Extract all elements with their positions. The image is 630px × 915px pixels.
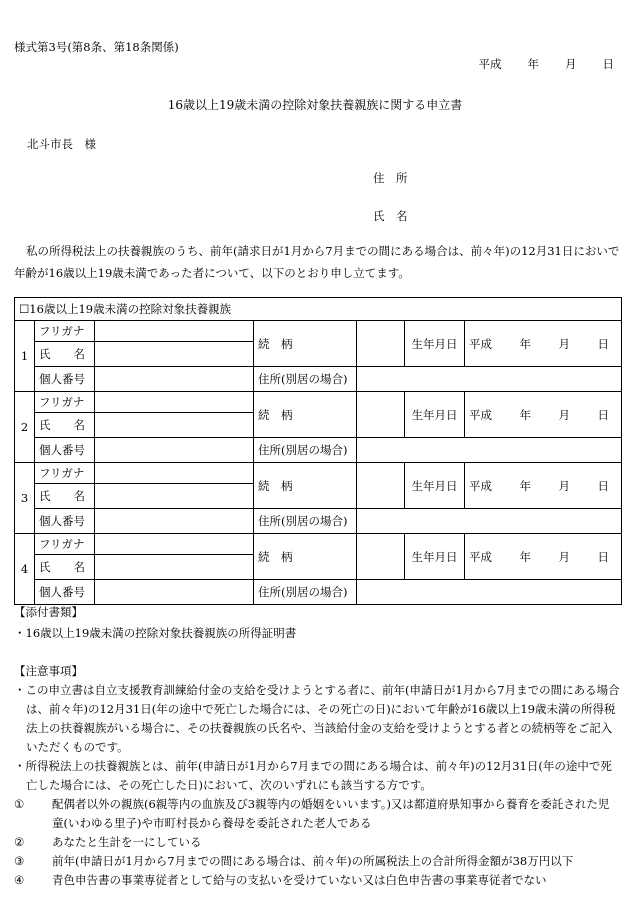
document-title: 16歳以上19歳未満の控除対象扶養親族に関する申立書 — [167, 98, 463, 112]
relation-field[interactable] — [357, 392, 405, 438]
condition-1 — [14, 795, 620, 833]
intro-paragraph: 私の所得税法上の扶養親族のうち、前年(請求日が1月から7月までの間にある場合は、前々年)の12月31日においで年齢が16歳以上19歳未満であった者について、以下のとおり申し立てます。 — [14, 244, 620, 280]
condition-4-text: 青色申告書の事業専従者として給与の支払いを受けていない又は白色申告書の事業専従者でない — [52, 873, 547, 887]
birth-day: 日 — [597, 407, 609, 422]
condition-2-mark: ② — [14, 835, 25, 849]
address-other-label: 住所(別居の場合) — [254, 580, 357, 605]
name-field[interactable] — [95, 342, 254, 367]
birth-era: 平成 — [469, 336, 492, 351]
furigana-label: フリガナ — [35, 321, 95, 342]
attachments-item: ・16歳以上19歳未満の控除対象扶養親族の所得証明書 — [14, 626, 297, 640]
addressee: 北斗市長 様 — [27, 137, 96, 151]
furigana-field[interactable] — [95, 392, 254, 413]
birth-year: 年 — [519, 336, 531, 351]
birth-day: 日 — [597, 336, 609, 351]
birthdate-field[interactable] — [465, 392, 622, 438]
notes-bullet-2-text: ・所得税法上の扶養親族とは、前年(申請日が1月から7月までの間にある場合は、前々年)の12月31日(年の途中で死亡した場合には、その死亡した日)において、次のいずれにも該当する方です。 — [14, 759, 612, 792]
relation-field[interactable] — [357, 534, 405, 580]
birth-era: 平成 — [469, 407, 492, 422]
birth-month: 月 — [558, 407, 570, 422]
relation-label: 続 柄 — [254, 534, 357, 580]
my-number-field[interactable] — [95, 509, 254, 534]
furigana-field[interactable] — [95, 321, 254, 342]
address-other-field[interactable] — [357, 367, 622, 392]
name-field[interactable] — [95, 413, 254, 438]
birth-era: 平成 — [469, 478, 492, 493]
birthdate-field[interactable] — [465, 321, 622, 367]
condition-1-mark: ① — [14, 797, 25, 811]
row-number: 3 — [15, 463, 35, 534]
address-other-field[interactable] — [357, 509, 622, 534]
condition-1-text: 配偶者以外の親族(6親等内の血族及び3親等内の婚姻をいいます。)又は都道府県知事から養育を委託された児童(いわゆる里子)や市町村長から養母を委託された老人である — [52, 797, 610, 830]
birthdate-field[interactable] — [465, 463, 622, 509]
dependent-row — [15, 534, 622, 555]
name-label: 氏 名 — [35, 413, 95, 438]
birth-day: 日 — [597, 549, 609, 564]
relation-label: 続 柄 — [254, 463, 357, 509]
my-number-field[interactable] — [95, 580, 254, 605]
date-year: 年 — [527, 57, 539, 71]
condition-2 — [14, 833, 620, 852]
name-label: 氏 名 — [35, 484, 95, 509]
birthdate-field[interactable] — [465, 534, 622, 580]
address-other-field[interactable] — [357, 580, 622, 605]
address-other-field[interactable] — [357, 438, 622, 463]
furigana-label: フリガナ — [35, 534, 95, 555]
notes-bullet-1-text: ・この申立書は自立支援教育訓練給付金の支給を受けようとする者に、前年(申請日が1月から7月までの間にある場合は、前々年)の12月31日(年の途中で死亡した場合には、その死亡の日)において年齢が16歳以上19歳未満の所得税法上の扶養親族がいる場合に、その扶養親族の氏名や、当該給付金の支給を受けようとする者との続柄等をご記入いただくものです。 — [14, 683, 620, 754]
birth-year: 年 — [519, 407, 531, 422]
notes-heading: 【注意事項】 — [14, 664, 83, 678]
condition-3-text: 前年(申請日が1月から7月までの間にある場合は、前々年)の所属税法上の合計所得金額が38万円以下 — [52, 854, 574, 868]
condition-3-mark: ③ — [14, 854, 25, 868]
row-number: 1 — [15, 321, 35, 392]
name-field[interactable] — [95, 484, 254, 509]
condition-4 — [14, 871, 620, 890]
birth-year: 年 — [519, 549, 531, 564]
birth-day: 日 — [597, 478, 609, 493]
birthdate-label: 生年月日 — [405, 463, 465, 509]
address-other-label: 住所(別居の場合) — [254, 509, 357, 534]
relation-field[interactable] — [357, 321, 405, 367]
dependents-table — [14, 297, 622, 605]
birth-year: 年 — [519, 478, 531, 493]
furigana-label: フリガナ — [35, 463, 95, 484]
attachments-heading: 【添付書類】 — [14, 605, 83, 619]
my-number-label: 個人番号 — [35, 580, 95, 605]
relation-label: 続 柄 — [254, 321, 357, 367]
birth-era: 平成 — [469, 549, 492, 564]
submission-date — [479, 56, 615, 72]
applicant-name-label: 氏 名 — [373, 209, 408, 223]
condition-4-mark: ④ — [14, 873, 25, 887]
birth-month: 月 — [558, 549, 570, 564]
dependent-row — [15, 392, 622, 413]
dependent-row — [15, 321, 622, 342]
birth-month: 月 — [558, 478, 570, 493]
notes-bullet-2 — [14, 757, 620, 795]
table-heading: ☐16歳以上19歳未満の控除対象扶養親族 — [15, 298, 622, 321]
furigana-label: フリガナ — [35, 392, 95, 413]
form-number: 様式第3号(第8条、第18条関係) — [14, 40, 179, 54]
birthdate-label: 生年月日 — [405, 321, 465, 367]
my-number-label: 個人番号 — [35, 367, 95, 392]
birthdate-label: 生年月日 — [405, 534, 465, 580]
dependent-row — [15, 463, 622, 484]
date-month: 月 — [565, 57, 577, 71]
my-number-field[interactable] — [95, 438, 254, 463]
name-label: 氏 名 — [35, 342, 95, 367]
my-number-label: 個人番号 — [35, 438, 95, 463]
name-label: 氏 名 — [35, 555, 95, 580]
condition-2-text: あなたと生計を一にしている — [52, 835, 202, 849]
date-era: 平成 — [478, 57, 502, 71]
date-day: 日 — [602, 57, 614, 71]
row-number: 2 — [15, 392, 35, 463]
birthdate-label: 生年月日 — [405, 392, 465, 438]
notes-bullet-1 — [14, 681, 620, 757]
name-field[interactable] — [95, 555, 254, 580]
furigana-field[interactable] — [95, 534, 254, 555]
condition-3 — [14, 852, 620, 871]
furigana-field[interactable] — [95, 463, 254, 484]
relation-field[interactable] — [357, 463, 405, 509]
my-number-field[interactable] — [95, 367, 254, 392]
address-other-label: 住所(別居の場合) — [254, 438, 357, 463]
birth-month: 月 — [558, 336, 570, 351]
applicant-address-label: 住 所 — [373, 171, 408, 185]
my-number-label: 個人番号 — [35, 509, 95, 534]
address-other-label: 住所(別居の場合) — [254, 367, 357, 392]
row-number: 4 — [15, 534, 35, 605]
relation-label: 続 柄 — [254, 392, 357, 438]
